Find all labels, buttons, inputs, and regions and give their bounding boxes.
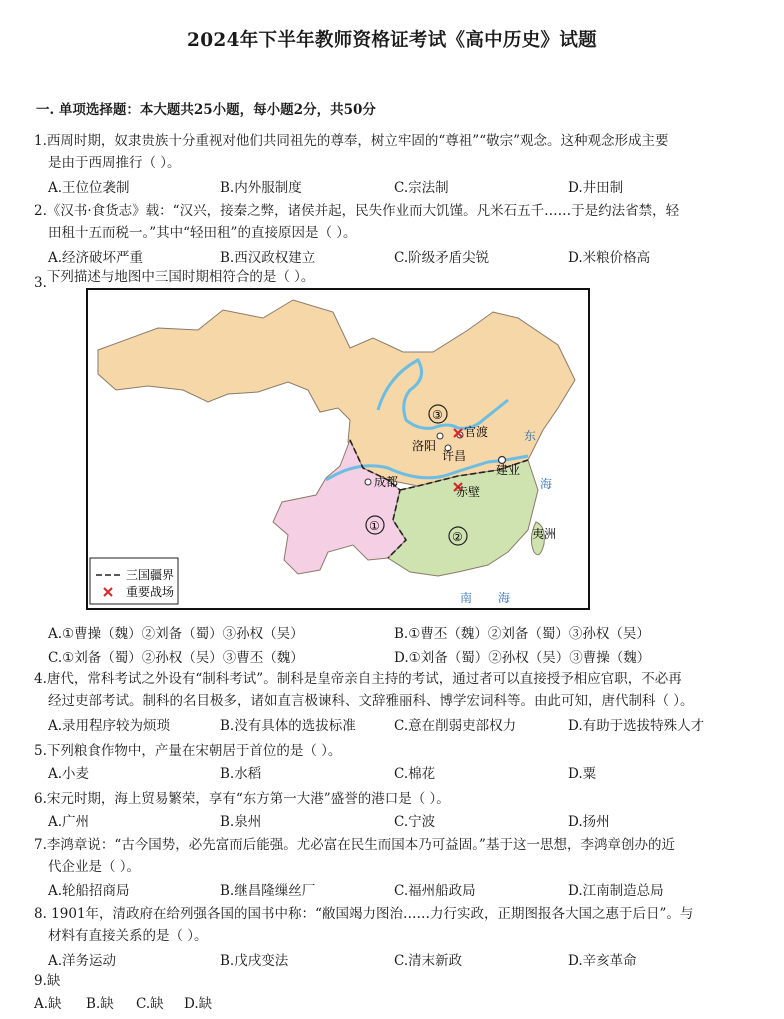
option-b[interactable]: B.戊戌变法 [220,953,289,969]
option-a[interactable]: A.王位位袭制 [48,180,130,196]
option-d[interactable]: D.井田制 [568,180,624,196]
question-6-options [48,810,748,832]
label-sea-nan: 南 [460,591,473,605]
question-number: 4. [34,671,47,687]
option-b[interactable]: B.继昌隆缫丝厂 [220,883,316,899]
option-b[interactable]: B.没有具体的选拔标准 [220,718,356,734]
label-sea-hai: 海 [540,477,553,491]
question-6 [34,788,742,810]
question-7-options [48,879,748,901]
question-stem: 宋元时期，海上贸易繁荣，享有“东方第一大港”盛誉的港口是（ ）。 [46,791,450,807]
question-stem-cont: 材料有直接关系的是（ ）。 [48,928,208,944]
option-c[interactable]: C.棉花 [394,766,436,782]
legend-battle: 重要战场 [126,585,175,599]
question-stem: 下列描述与地图中三国时期相符合的是（ ）。 [46,269,315,285]
question-7 [34,834,742,878]
question-number: 5. [34,743,47,759]
question-stem: 西周时期，奴隶贵族十分重视对他们共同祖先的尊奉，树立牢固的“尊祖”“敬宗”观念。这种观念形成主要 [46,133,669,149]
option-d[interactable]: D.缺 [184,996,213,1012]
option-b[interactable]: B.水稻 [220,766,262,782]
question-stem: 缺 [46,973,61,989]
question-stem-cont: 经过吏部考试。制科的名目极多，诸如直言极谏科、文辞雅丽科、博学宏词科等。由此可知，唐代制科（ ）。 [48,693,694,709]
option-d[interactable]: D.米粮价格高 [568,250,651,266]
option-c[interactable]: C.意在削弱吏部权力 [394,718,517,734]
option-b[interactable]: B.内外服制度 [220,180,302,196]
label-luoyang: 洛阳 [412,439,437,453]
option-b[interactable]: B.缺 [86,996,114,1012]
question-number: 8. [34,906,47,922]
label-chibi: 赤壁 [456,485,481,499]
option-d[interactable]: D.①刘备（蜀）②孙权（吴）③曹操（魏） [394,650,651,666]
option-a[interactable]: A.①曹操（魏）②刘备（蜀）③孙权（吴） [48,626,304,642]
option-d[interactable]: D.粟 [568,766,597,782]
question-4 [34,668,742,712]
question-1-options [48,176,748,198]
option-c[interactable]: C.宁波 [394,814,436,830]
question-number: 2. [34,203,47,219]
option-d[interactable]: D.有助于选拔特殊人才 [568,718,705,734]
question-stem: 下列粮食作物中，产量在宋朝居于首位的是（ ）。 [46,743,342,759]
label-guandu: 官渡 [464,425,489,439]
question-stem: 唐代，常科考试之外设有“制科考试”。制科是皇帝亲自主持的考试，通过者可以直接授予相应官职，不必再 [46,671,682,687]
option-d[interactable]: D.江南制造总局 [568,883,664,899]
question-3-options [48,622,748,670]
option-a[interactable]: A.经济破坏严重 [48,250,144,266]
question-stem: 1901年，清政府在给列强各国的国书中称：“敝国竭力图治……力行实政，正期图报各大国之惠于后日”。与 [46,906,694,922]
question-stem: 《汉书·食货志》载：“汉兴，接秦之弊，诸侯并起，民失作业而大饥馑。凡米石五千……于是约法省禁，轻 [46,203,680,219]
option-b[interactable]: B.泉州 [220,814,262,830]
option-c[interactable]: C.①刘备（蜀）②孙权（吴）③曹丕（魏） [48,650,304,666]
question-8 [34,903,742,947]
question-stem-cont: 田租十五而税一。”其中“轻田租”的直接原因是（ ）。 [48,225,357,241]
option-a[interactable]: A.洋务运动 [48,953,117,969]
option-b[interactable]: B.①曹丕（魏）②刘备（蜀）③孙权（吴） [394,626,650,642]
question-number: 3. [34,275,47,291]
section-heading: 一. 单项选择题：本大题共25小题，每小题2分，共50分 [36,102,376,118]
option-b[interactable]: B.西汉政权建立 [220,250,316,266]
question-9-options [34,992,734,1014]
label-region-3: ③ [432,408,443,422]
question-number: 7. [34,837,47,853]
label-chengdu: 成都 [374,475,399,489]
option-c[interactable]: C.福州船政局 [394,883,476,899]
question-2-options [48,246,748,268]
three-kingdoms-map [86,288,590,610]
label-region-1: ① [369,519,380,533]
option-c[interactable]: C.清末新政 [394,953,463,969]
option-a[interactable]: A.缺 [34,996,62,1012]
option-a[interactable]: A.录用程序较为烦琐 [48,718,171,734]
option-d[interactable]: D.扬州 [568,814,610,830]
option-d[interactable]: D.辛亥革命 [568,953,637,969]
question-3 [34,266,742,291]
question-2 [34,200,742,244]
question-number: 9. [34,973,47,989]
option-a[interactable]: A.广州 [48,814,90,830]
question-9 [34,970,742,992]
question-8-options [48,949,748,971]
question-stem-cont: 是由于西周推行（ ）。 [48,155,181,171]
question-number: 1. [34,133,47,149]
label-region-2: ② [452,530,463,544]
label-yizhou: 夷洲 [532,527,557,541]
label-sea-hai2: 海 [498,591,511,605]
label-jianye: 建业 [496,463,521,477]
question-1 [34,130,742,174]
question-stem-cont: 代企业是（ ）。 [48,859,141,875]
option-c[interactable]: C.阶级矛盾尖锐 [394,250,490,266]
option-c[interactable]: C.缺 [136,996,164,1012]
option-a[interactable]: A.轮船招商局 [48,883,130,899]
option-a[interactable]: A.小麦 [48,766,90,782]
label-xuchang: 许昌 [442,449,467,463]
question-stem: 李鸿章说：“古今国势，必先富而后能强。尤必富在民生而国本乃可益固。”基于这一思想，李鸿章创办的近 [46,837,675,853]
option-c[interactable]: C.宗法制 [394,180,449,196]
legend-border: 三国疆界 [126,568,175,582]
question-number: 6. [34,791,47,807]
question-5-options [48,762,748,784]
question-4-options [48,714,748,736]
page-title: 2024年下半年教师资格证考试《高中历史》试题 [187,30,597,51]
label-sea-dong: 东 [524,429,537,443]
question-5 [34,740,742,762]
